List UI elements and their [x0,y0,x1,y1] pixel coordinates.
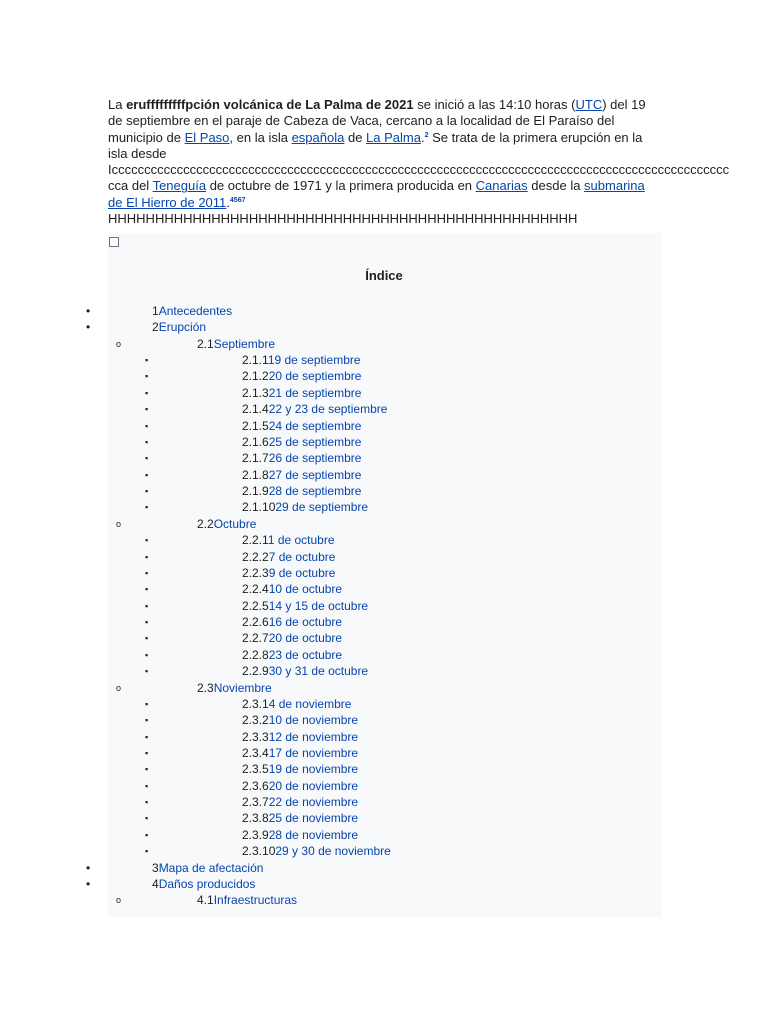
toc-item-link[interactable]: 19 de noviembre [268,762,359,777]
toc-item[interactable] [0,630,700,646]
link-el-paso[interactable]: El Paso [184,129,230,145]
toc-item-link[interactable]: 22 de noviembre [268,795,359,810]
link-espanola[interactable]: española [291,129,345,145]
toc-item-link[interactable]: 22 y 23 de septiembre [268,402,388,417]
toc-item-link[interactable]: 14 y 15 de octubre [268,598,369,613]
toc-item[interactable] [0,319,700,335]
toc-item[interactable] [0,810,700,826]
toc-item-link[interactable]: Octubre [213,516,257,531]
toc-item-link[interactable]: 12 de noviembre [268,729,359,744]
toc-item-number: 4Daños producidos [152,876,256,891]
toc-item-number: 2.2.410 de octubre [242,582,343,597]
reference-mark[interactable]: 2 [424,131,429,139]
toc-item-number: 2.3.825 de noviembre [242,811,359,826]
toc-item-link[interactable]: 7 de octubre [268,549,336,564]
intro-text: , en la isla [229,129,292,145]
toc-item-number: 2.1.726 de septiembre [242,451,362,466]
toc-item[interactable] [0,729,700,745]
intro-text: de [344,129,367,145]
toc-item[interactable] [0,712,700,728]
toc-item-number: 2.3.417 de noviembre [242,745,359,760]
list-bullet-icon: ▪ [145,502,149,513]
toc-item-number: 2.1.625 de septiembre [242,434,362,449]
toc-item[interactable] [0,778,700,794]
toc-item[interactable] [0,892,700,908]
toc-item-number: 2.3.620 de noviembre [242,778,359,793]
intro-text: La [108,97,127,112]
list-bullet-icon: o [116,895,122,906]
toc-item-link[interactable]: 23 de octubre [268,647,343,662]
intro-text: cca del [108,178,153,194]
toc-item[interactable] [0,483,700,499]
toc-item[interactable] [0,794,700,810]
list-bullet-icon: ▪ [145,469,149,480]
toc-item[interactable] [0,860,700,876]
list-bullet-icon: ▪ [145,371,149,382]
toc-item-number: 2.2Octubre [197,516,257,531]
list-bullet-icon: ▪ [145,535,149,546]
list-bullet-icon: ▪ [145,551,149,562]
list-bullet-icon: ▪ [145,797,149,808]
list-bullet-icon: ▪ [145,829,149,840]
filler-text: Iccccccccccccccccccccccccccccccccccccccccccccccccccccccccccccccccccccccccccccccccccccccccccccccc [108,162,730,178]
list-bullet-icon: ▪ [145,617,149,628]
toc-item-number: 2.1.119 de septiembre [242,353,361,368]
toc-item-number: 2.1.1029 de septiembre [242,500,369,515]
toc-item[interactable] [0,532,700,548]
toc-item-number: 2.1.928 de septiembre [242,484,362,499]
toc-title: Índice [365,268,403,283]
link-teneguia[interactable]: Teneguía [152,178,207,194]
toc-item-link[interactable]: 28 de septiembre [268,484,362,499]
intro-text: Se trata de la primera erupción en la isla desde [108,129,643,161]
toc-item[interactable] [0,745,700,761]
toc-item[interactable] [0,434,700,450]
toc-item[interactable] [0,598,700,614]
toc-item-link[interactable]: Erupción [158,320,207,335]
toc-item-link[interactable]: Mapa de afectación [158,860,264,875]
link-canarias[interactable]: Canarias [475,178,528,194]
toc-item[interactable] [0,499,700,515]
toc-item-link[interactable]: Noviembre [213,680,272,695]
toc-item[interactable] [0,352,700,368]
toc-item-number: 2.3.928 de noviembre [242,827,359,842]
intro-text: . [226,194,230,210]
list-bullet-icon: • [86,860,91,875]
list-bullet-icon: ▪ [145,649,149,660]
list-bullet-icon: ▪ [145,453,149,464]
toc-item-number: 2.1.220 de septiembre [242,369,362,384]
list-bullet-icon: ▪ [145,731,149,742]
list-bullet-icon: ▪ [145,600,149,611]
toc-item[interactable] [0,696,700,712]
list-bullet-icon: ▪ [145,567,149,578]
toc-toggle-checkbox[interactable] [109,237,119,247]
toc-item[interactable] [0,336,700,352]
toc-item[interactable] [0,418,700,434]
toc-item-number: 2.3.519 de noviembre [242,762,359,777]
toc-item-number: 2.2.514 y 15 de octubre [242,598,369,613]
list-bullet-icon: ▪ [145,584,149,595]
toc-item-number: 2.1.422 y 23 de septiembre [242,402,388,417]
list-bullet-icon: o [116,338,122,349]
toc-item[interactable] [0,827,700,843]
list-bullet-icon: o [116,518,122,529]
toc-item-number: 2.3.312 de noviembre [242,729,359,744]
intro-text: desde la [527,178,585,194]
link-submarina-el-hierro[interactable]: submarina de El Hierro de 2011 [108,178,645,210]
toc-item[interactable] [0,516,700,532]
toc-item[interactable] [0,450,700,466]
toc-item-link[interactable]: Antecedentes [158,304,233,318]
toc-item-link[interactable]: Daños producidos [158,876,256,891]
toc-item-link[interactable]: 24 de septiembre [268,418,362,433]
link-la-palma[interactable]: La Palma [366,129,421,145]
toc-item[interactable] [0,303,700,319]
toc-item-number: 2.2.39 de octubre [242,565,336,580]
toc-item-link[interactable]: 17 de noviembre [268,745,359,760]
filler-text: HHHHHHHHHHHHHHHHHHHHHHHHHHHHHHHHHHHHHHHHHHHHHHHHHH [108,211,578,227]
list-bullet-icon: o [116,682,122,693]
toc-item-link[interactable]: 16 de octubre [268,615,343,630]
toc-item-number: 2.2.720 de octubre [242,631,343,646]
article-subject: erufffffffffpción volcánica de La Palma de 2021 [126,97,414,112]
toc-item-link[interactable]: 26 de septiembre [268,451,362,466]
list-bullet-icon: ▪ [145,633,149,644]
toc-item[interactable] [0,401,700,417]
toc-item-link[interactable]: 25 de noviembre [268,811,359,826]
list-bullet-icon: • [86,304,91,318]
list-bullet-icon: ▪ [145,764,149,775]
toc-item-number: 2Erupción [152,320,207,335]
toc-item[interactable] [0,368,700,384]
list-bullet-icon: ▪ [145,846,149,857]
intro-text: de octubre de 1971 y la primera producida en [206,178,476,194]
toc-item-number: 4.1Infraestructuras [197,893,298,908]
toc-item[interactable] [0,680,700,696]
link-utc[interactable]: UTC [575,97,603,112]
toc-item-link[interactable]: 29 y 30 de noviembre [275,844,391,859]
toc-item-link[interactable]: 1 de octubre [267,533,335,548]
list-bullet-icon: ▪ [145,387,149,398]
toc-item-link[interactable]: Infraestructuras [213,893,298,908]
list-bullet-icon: ▪ [145,780,149,791]
toc-item[interactable] [0,581,700,597]
intro-text: ) del 19 de septiembre en el paraje de Cabeza de Vaca, cercano a la localidad de El Paraíso del municipio de [108,97,646,145]
toc-item-number: 2.1Septiembre [197,336,276,351]
toc-item[interactable] [0,385,700,401]
toc-item-number: 2.3.14 de noviembre [242,696,352,711]
toc-item-link[interactable]: 20 de noviembre [268,778,359,793]
list-bullet-icon: ▪ [145,420,149,431]
toc-item[interactable] [0,761,700,777]
toc-item-number: 2.1.827 de septiembre [242,467,362,482]
toc-item-link[interactable]: 10 de octubre [268,582,343,597]
list-bullet-icon: • [86,320,91,335]
toc-item-number: 2.2.27 de octubre [242,549,336,564]
reference-mark[interactable]: 4567 [229,196,246,204]
toc-item-link[interactable]: 9 de octubre [268,565,336,580]
toc-item-number: 2.1.524 de septiembre [242,418,362,433]
list-bullet-icon: ▪ [145,666,149,677]
intro-text: . [420,129,425,145]
list-bullet-icon: ▪ [145,436,149,447]
toc-item[interactable] [0,614,700,630]
toc-item-link[interactable]: 28 de noviembre [268,827,359,842]
list-bullet-icon: • [86,876,91,891]
list-bullet-icon: ▪ [145,355,149,366]
intro-paragraph [108,97,730,227]
toc-item-number: 2.3.210 de noviembre [242,713,359,728]
toc-item-link[interactable]: 20 de octubre [268,631,343,646]
toc-item-number: 1Antecedentes [152,304,233,318]
toc-item-number: 2.1.321 de septiembre [242,385,362,400]
toc-item[interactable] [0,843,700,859]
toc-item-number: 2.3.1029 y 30 de noviembre [242,844,391,859]
toc-item-link[interactable]: 30 y 31 de octubre [268,664,369,679]
toc-item-number: 2.3Noviembre [197,680,272,695]
list-bullet-icon: ▪ [145,813,149,824]
toc-item[interactable] [0,647,700,663]
list-bullet-icon: ▪ [145,715,149,726]
toc-item[interactable] [0,876,700,892]
toc-item-number: 3Mapa de afectación [152,860,264,875]
toc-item-number: 2.2.823 de octubre [242,647,343,662]
toc-item-link[interactable]: 19 de septiembre [267,353,361,368]
toc-item[interactable] [0,565,700,581]
intro-text: se inició a las 14:10 horas ( [413,97,576,112]
toc-item-link[interactable]: 4 de noviembre [268,696,352,711]
list-bullet-icon: ▪ [145,747,149,758]
toc-item-number: 2.2.930 y 31 de octubre [242,664,369,679]
toc-item-link[interactable]: 29 de septiembre [275,500,369,515]
toc-item-number: 2.2.616 de octubre [242,615,343,630]
toc-item-link[interactable]: 10 de noviembre [268,713,359,728]
list-bullet-icon: ▪ [145,486,149,497]
toc-item-link[interactable]: 27 de septiembre [268,467,362,482]
toc-item[interactable] [0,663,700,679]
toc-item-link[interactable]: 20 de septiembre [268,369,362,384]
toc-item[interactable] [0,549,700,565]
toc-item-link[interactable]: 21 de septiembre [268,385,362,400]
toc-item[interactable] [0,467,700,483]
toc-item-link[interactable]: Septiembre [213,336,276,351]
toc-item-link[interactable]: 25 de septiembre [268,434,362,449]
toc-item-number: 2.2.11 de octubre [242,533,335,548]
toc-item-number: 2.3.722 de noviembre [242,795,359,810]
list-bullet-icon: ▪ [145,404,149,415]
list-bullet-icon: ▪ [145,698,149,709]
